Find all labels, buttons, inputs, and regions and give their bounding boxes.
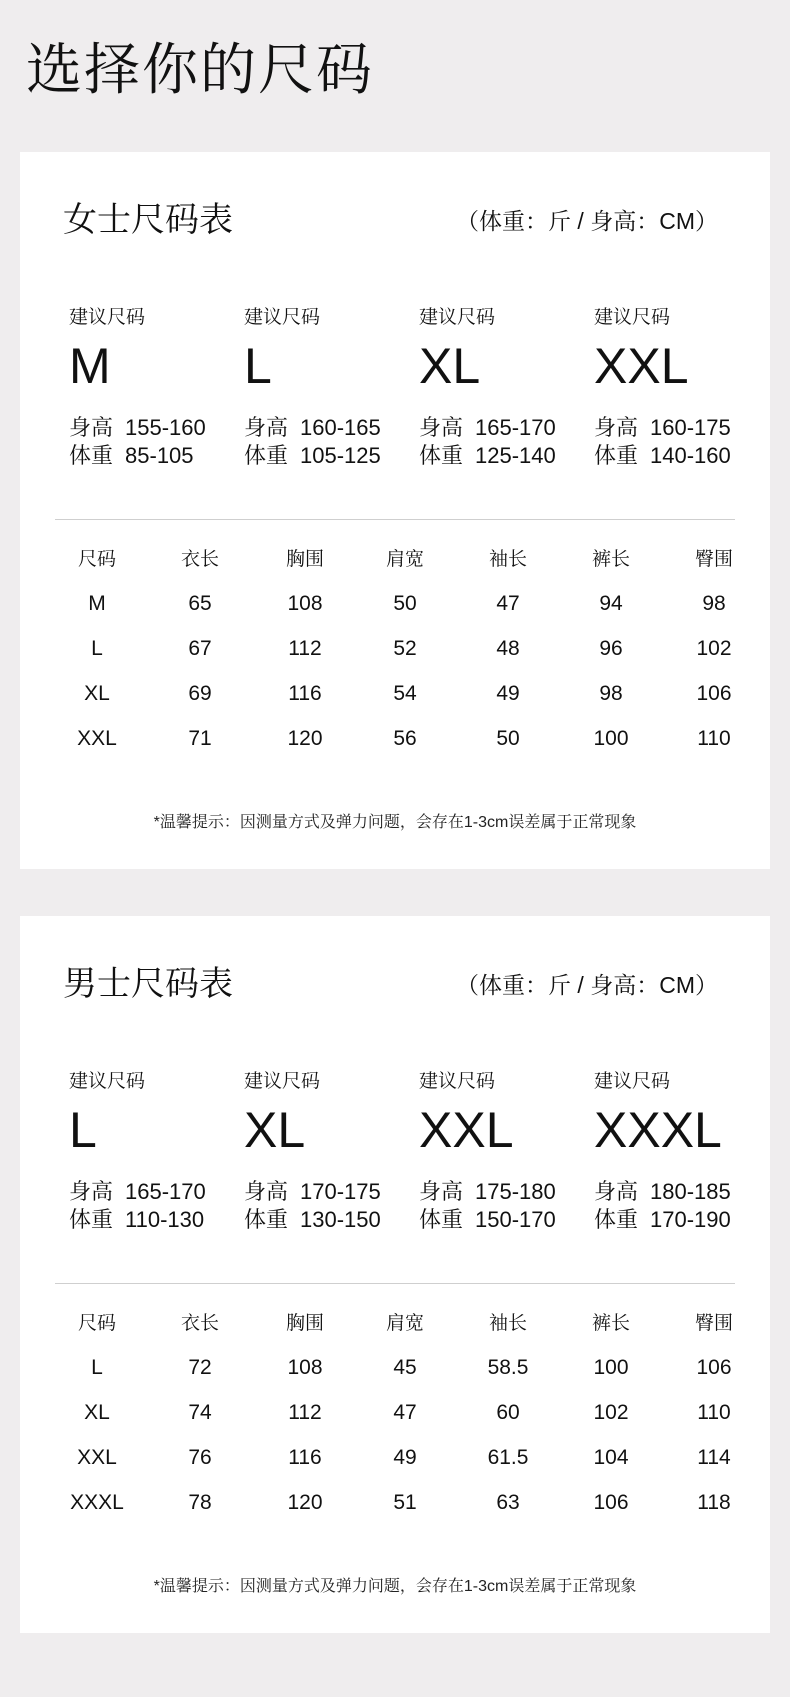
unit-note: （体重：斤 / 身高：CM） [456, 972, 718, 998]
table-cell: 50 [496, 727, 520, 750]
table-cell: 72 [188, 1356, 212, 1379]
table-header-cell: 袖长 [488, 549, 527, 570]
table-header-row [46, 545, 756, 589]
unit-note: （体重：斤 / 身高：CM） [456, 208, 718, 234]
table-cell: 100 [593, 727, 629, 750]
table-header-row [46, 1309, 756, 1353]
weight-label: 体重 [69, 443, 114, 468]
women-size-chart [20, 152, 770, 869]
recommended-size-card [419, 306, 594, 470]
table-cell: 58.5 [487, 1356, 529, 1379]
height-value: 170-175 [300, 1179, 381, 1204]
table-cell: L [91, 1356, 103, 1379]
card-title: 男士尺码表 [63, 965, 233, 1003]
recommended-sizes [69, 306, 769, 486]
weight-value: 150-170 [475, 1207, 556, 1232]
page-title: 选择你的尺码 [26, 38, 374, 101]
recommended-size-card [244, 1070, 419, 1234]
table-cell: 94 [599, 592, 623, 615]
recommended-size-card [419, 1070, 594, 1234]
recommended-size: L [69, 1102, 97, 1158]
height-range [594, 1178, 769, 1206]
table-header-cell: 尺码 [77, 1313, 116, 1334]
weight-value: 170-190 [650, 1207, 731, 1232]
table-cell: 102 [696, 637, 732, 660]
height-label: 身高 [244, 415, 289, 440]
table-cell: 112 [288, 637, 322, 660]
weight-value: 110-130 [125, 1207, 205, 1232]
measurement-table [46, 1309, 756, 1533]
table-header-cell: 胸围 [285, 549, 324, 570]
recommended-label: 建议尺码 [594, 307, 671, 328]
height-range [594, 414, 769, 442]
weight-range [244, 1206, 419, 1234]
table-header-cell: 衣长 [180, 1313, 219, 1334]
height-label: 身高 [419, 415, 464, 440]
table-cell: 63 [496, 1491, 520, 1514]
weight-value: 130-150 [300, 1207, 381, 1232]
table-cell: XL [84, 682, 110, 705]
weight-range [594, 1206, 769, 1234]
table-cell: XXL [77, 727, 117, 750]
table-header-cell: 衣长 [180, 549, 219, 570]
table-cell: 102 [593, 1401, 629, 1424]
recommended-size-card [244, 306, 419, 470]
divider [55, 519, 735, 520]
table-cell: 69 [188, 682, 212, 705]
recommended-size: XL [419, 338, 481, 394]
weight-label: 体重 [244, 443, 289, 468]
recommended-label: 建议尺码 [69, 1071, 146, 1092]
table-cell: 60 [496, 1401, 520, 1424]
height-range [419, 1178, 594, 1206]
weight-value: 105-125 [300, 443, 381, 468]
table-cell: 108 [287, 592, 323, 615]
table-header-cell: 肩宽 [385, 1313, 424, 1334]
table-cell: L [91, 637, 103, 660]
table-header-cell: 裤长 [591, 549, 630, 570]
weight-range [69, 1206, 244, 1234]
table-cell: 120 [287, 1491, 323, 1514]
table-cell: 116 [288, 1446, 322, 1469]
table-cell: M [88, 592, 106, 615]
table-cell: 61.5 [487, 1446, 529, 1469]
recommended-label: 建议尺码 [594, 1071, 671, 1092]
table-cell: 48 [496, 637, 520, 660]
divider [55, 1283, 735, 1284]
table-cell: 120 [287, 727, 323, 750]
height-label: 身高 [69, 415, 114, 440]
table-header-cell: 胸围 [285, 1313, 324, 1334]
recommended-size: XXL [419, 1102, 514, 1158]
table-cell: 100 [593, 1356, 629, 1379]
weight-label: 体重 [594, 1207, 639, 1232]
recommended-label: 建议尺码 [244, 1071, 321, 1092]
height-range [244, 414, 419, 442]
table-header-cell: 臀围 [694, 1313, 733, 1334]
weight-label: 体重 [244, 1207, 289, 1232]
table-cell: 50 [393, 592, 417, 615]
recommended-sizes [69, 1070, 769, 1250]
height-label: 身高 [69, 1179, 114, 1204]
table-row [46, 1353, 756, 1398]
weight-value: 140-160 [650, 443, 731, 468]
table-row [46, 1398, 756, 1443]
table-header-cell: 袖长 [488, 1313, 527, 1334]
recommended-size: XXXL [594, 1102, 722, 1158]
table-cell: 106 [696, 682, 732, 705]
table-row [46, 724, 756, 769]
table-header-cell: 臀围 [694, 549, 733, 570]
table-cell: 49 [393, 1446, 417, 1469]
height-value: 165-170 [475, 415, 556, 440]
footnote: *温馨提示：因测量方式及弹力问题，会存在1-3cm误差属于正常现象 [153, 1578, 637, 1595]
table-cell: 71 [188, 727, 212, 750]
footnote: *温馨提示：因测量方式及弹力问题，会存在1-3cm误差属于正常现象 [153, 814, 637, 831]
table-cell: 47 [393, 1401, 417, 1424]
table-cell: XXXL [70, 1491, 124, 1514]
table-cell: 106 [593, 1491, 629, 1514]
height-value: 155-160 [125, 415, 206, 440]
recommended-size: XXL [594, 338, 689, 394]
height-range [69, 414, 244, 442]
table-cell: 65 [188, 592, 212, 615]
height-value: 160-175 [650, 415, 731, 440]
height-label: 身高 [594, 415, 639, 440]
recommended-size: L [244, 338, 272, 394]
recommended-size-card [69, 306, 244, 470]
table-cell: XXL [77, 1446, 117, 1469]
table-row [46, 679, 756, 724]
height-value: 180-185 [650, 1179, 731, 1204]
table-cell: 51 [393, 1491, 417, 1514]
table-row [46, 1443, 756, 1488]
height-range [69, 1178, 244, 1206]
table-cell: 74 [188, 1401, 212, 1424]
table-cell: 112 [288, 1401, 322, 1424]
table-row [46, 589, 756, 634]
table-cell: 118 [697, 1491, 731, 1514]
weight-label: 体重 [419, 1207, 464, 1232]
table-cell: 108 [287, 1356, 323, 1379]
weight-range [69, 442, 244, 470]
height-label: 身高 [244, 1179, 289, 1204]
recommended-label: 建议尺码 [244, 307, 321, 328]
table-cell: 78 [188, 1491, 212, 1514]
table-header-cell: 尺码 [77, 549, 116, 570]
height-range [244, 1178, 419, 1206]
men-size-chart [20, 916, 770, 1633]
recommended-label: 建议尺码 [419, 307, 496, 328]
weight-value: 125-140 [475, 443, 556, 468]
weight-range [419, 442, 594, 470]
table-cell: 67 [188, 637, 212, 660]
recommended-size-card [594, 1070, 769, 1234]
table-cell: 96 [599, 637, 623, 660]
table-cell: 98 [599, 682, 623, 705]
weight-label: 体重 [419, 443, 464, 468]
table-cell: 110 [697, 1401, 731, 1424]
height-value: 160-165 [300, 415, 381, 440]
weight-range [594, 442, 769, 470]
recommended-size-card [69, 1070, 244, 1234]
height-value: 175-180 [475, 1179, 556, 1204]
weight-range [419, 1206, 594, 1234]
table-cell: XL [84, 1401, 110, 1424]
height-range [419, 414, 594, 442]
recommended-label: 建议尺码 [69, 307, 146, 328]
weight-range [244, 442, 419, 470]
table-row [46, 1488, 756, 1533]
table-cell: 106 [696, 1356, 732, 1379]
recommended-size: XL [244, 1102, 306, 1158]
table-cell: 114 [697, 1446, 731, 1469]
table-cell: 76 [188, 1446, 212, 1469]
height-label: 身高 [419, 1179, 464, 1204]
table-header-cell: 裤长 [591, 1313, 630, 1334]
table-cell: 98 [702, 592, 726, 615]
table-cell: 116 [288, 682, 322, 705]
recommended-size: M [69, 338, 111, 394]
table-cell: 104 [593, 1446, 629, 1469]
recommended-size-card [594, 306, 769, 470]
weight-label: 体重 [69, 1207, 114, 1232]
table-cell: 110 [697, 727, 731, 750]
table-cell: 52 [393, 637, 417, 660]
table-header-cell: 肩宽 [385, 549, 424, 570]
recommended-label: 建议尺码 [419, 1071, 496, 1092]
weight-label: 体重 [594, 443, 639, 468]
table-cell: 47 [496, 592, 520, 615]
height-value: 165-170 [125, 1179, 206, 1204]
table-cell: 49 [496, 682, 520, 705]
height-label: 身高 [594, 1179, 639, 1204]
table-cell: 56 [393, 727, 417, 750]
card-title: 女士尺码表 [63, 201, 233, 239]
table-cell: 45 [393, 1356, 417, 1379]
measurement-table [46, 545, 756, 769]
table-cell: 54 [393, 682, 417, 705]
table-row [46, 634, 756, 679]
weight-value: 85-105 [125, 443, 194, 468]
